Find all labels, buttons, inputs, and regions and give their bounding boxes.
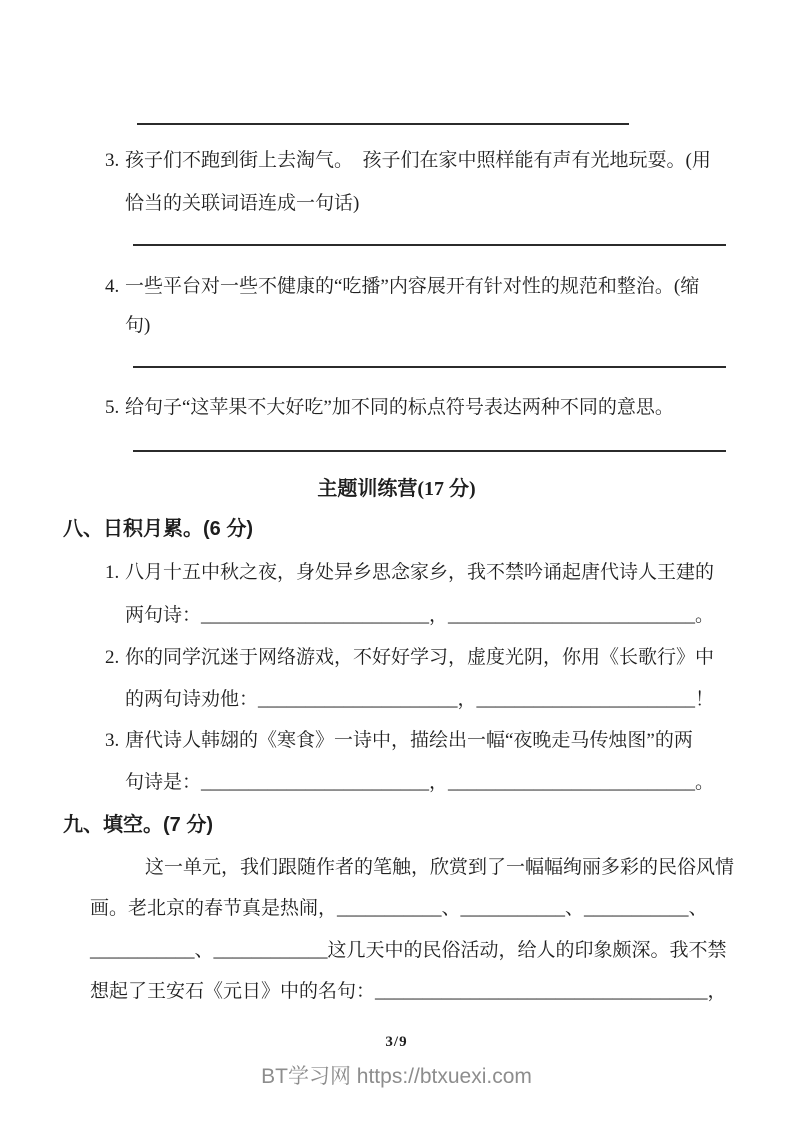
answer-line: [133, 450, 726, 452]
item-text-line: 你的同学沉迷于网络游戏，不好好学习，虚度光阴，你用《长歌行》中: [125, 647, 715, 668]
section-title: 九、填空。(7 分): [63, 814, 213, 836]
section-title: 八、日积月累。(6 分): [63, 518, 253, 540]
item-text-line: 给句子“这苹果不大好吃”加不同的标点符号表达两种不同的意思。: [125, 397, 674, 418]
item-text-line: 两句诗：________________________，__________________________。: [125, 605, 715, 626]
paragraph-line: 画。老北京的春节真是热闹，___________、___________、___________、: [90, 898, 708, 919]
paragraph-line: 这一单元，我们跟随作者的笔触，欣赏到了一幅幅绚丽多彩的民俗风情: [145, 857, 735, 878]
item-text-line: 句): [125, 315, 151, 336]
answer-line: [137, 123, 629, 125]
item-number: 5.: [105, 397, 120, 418]
page-number: 3/9: [385, 1034, 408, 1050]
item-text-line: 恰当的关联词语连成一句话): [125, 193, 360, 214]
item-number: 3.: [105, 730, 120, 751]
item-text-line: 一些平台对一些不健康的“吃播”内容展开有针对性的规范和整治。(缩: [125, 276, 700, 297]
paragraph-line: ___________、____________这几天中的民俗活动，给人的印象颇深。我不禁: [90, 940, 727, 961]
item-number: 3.: [105, 150, 120, 171]
item-text-line: 句诗是：________________________，__________________________。: [125, 772, 715, 793]
item-number: 4.: [105, 276, 120, 297]
item-number: 1.: [105, 562, 120, 583]
watermark: BT学习网 https://btxuexi.com: [261, 1065, 532, 1088]
item-text-line: 的两句诗劝他：_____________________，_______________________！: [125, 689, 715, 710]
answer-line: [133, 366, 726, 368]
item-text-line: 八月十五中秋之夜，身处异乡思念家乡，我不禁吟诵起唐代诗人王建的: [125, 562, 715, 583]
section-banner: 主题训练营(17 分): [317, 478, 476, 500]
answer-line: [133, 244, 726, 246]
item-number: 2.: [105, 647, 120, 668]
item-text-line: 孩子们不跑到街上去淘气。 孩子们在家中照样能有声有光地玩耍。(用: [125, 150, 711, 171]
paragraph-line: 想起了王安石《元日》中的名句：___________________________________，: [90, 981, 727, 1002]
item-text-line: 唐代诗人韩翃的《寒食》一诗中，描绘出一幅“夜晚走马传烛图”的两: [125, 730, 693, 751]
